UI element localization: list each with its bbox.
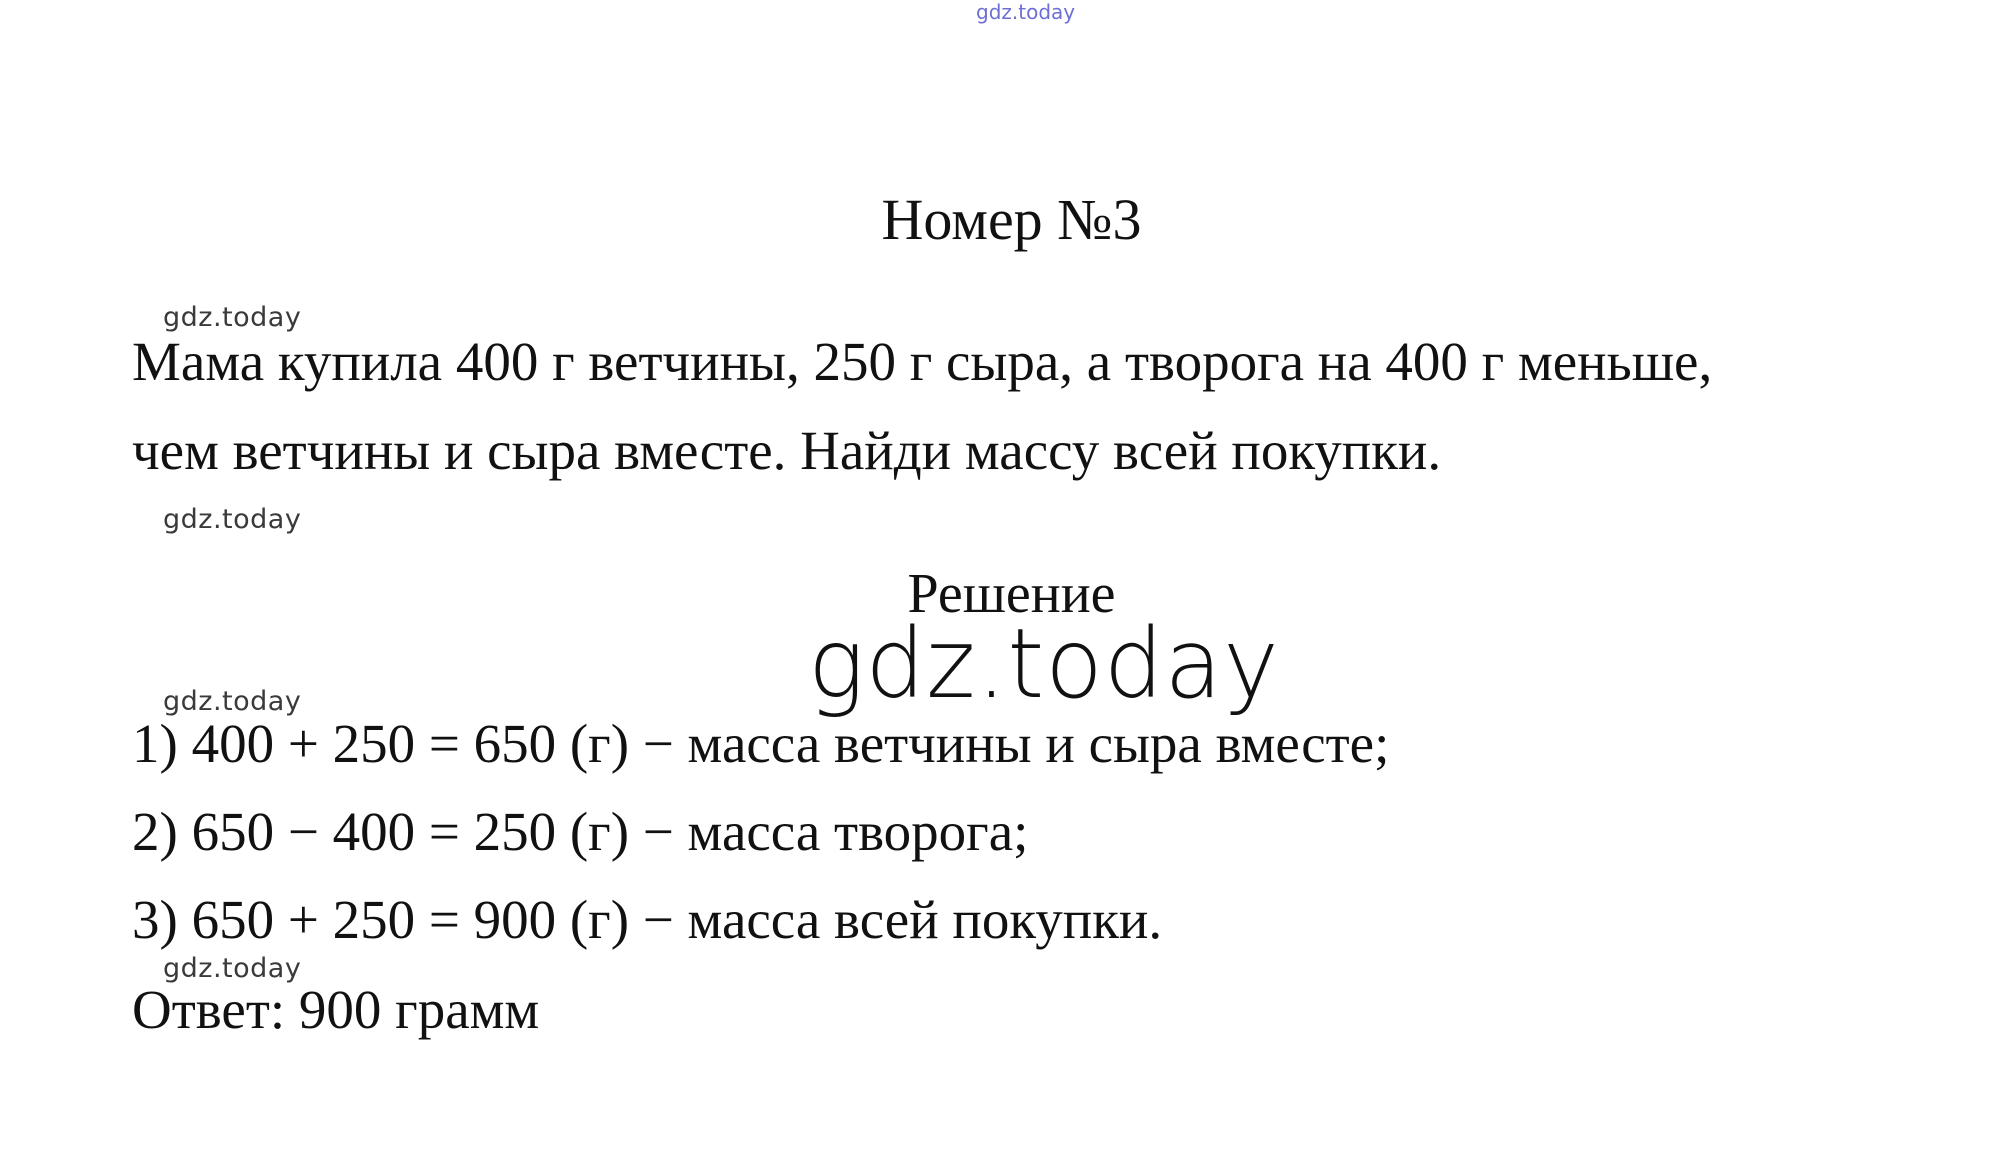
watermark-small-1: gdz.today	[163, 302, 302, 333]
page-title: Номер №3	[881, 187, 1142, 252]
watermark-small-2: gdz.today	[163, 504, 302, 535]
watermark-small-3: gdz.today	[163, 686, 302, 717]
watermark-small-4: gdz.today	[163, 953, 302, 984]
problem-line-1: Мама купила 400 г ветчины, 250 г сыра, а творога на 400 г меньше,	[132, 331, 1713, 392]
answer-line: Ответ: 900 грамм	[132, 979, 540, 1040]
problem-line-2: чем ветчины и сыра вместе. Найди массу всей покупки.	[132, 420, 1442, 481]
solution-step-2: 2) 650 − 400 = 250 (г) − масса творога;	[132, 801, 1029, 862]
solution-step-1: 1) 400 + 250 = 650 (г) − масса ветчины и сыра вместе;	[132, 713, 1390, 774]
watermark-top: gdz.today	[976, 0, 1076, 24]
solution-heading: Решение	[907, 563, 1116, 625]
watermark-large: gdz.today	[808, 608, 1280, 720]
solution-step-3: 3) 650 + 250 = 900 (г) − масса всей покупки.	[132, 889, 1163, 950]
